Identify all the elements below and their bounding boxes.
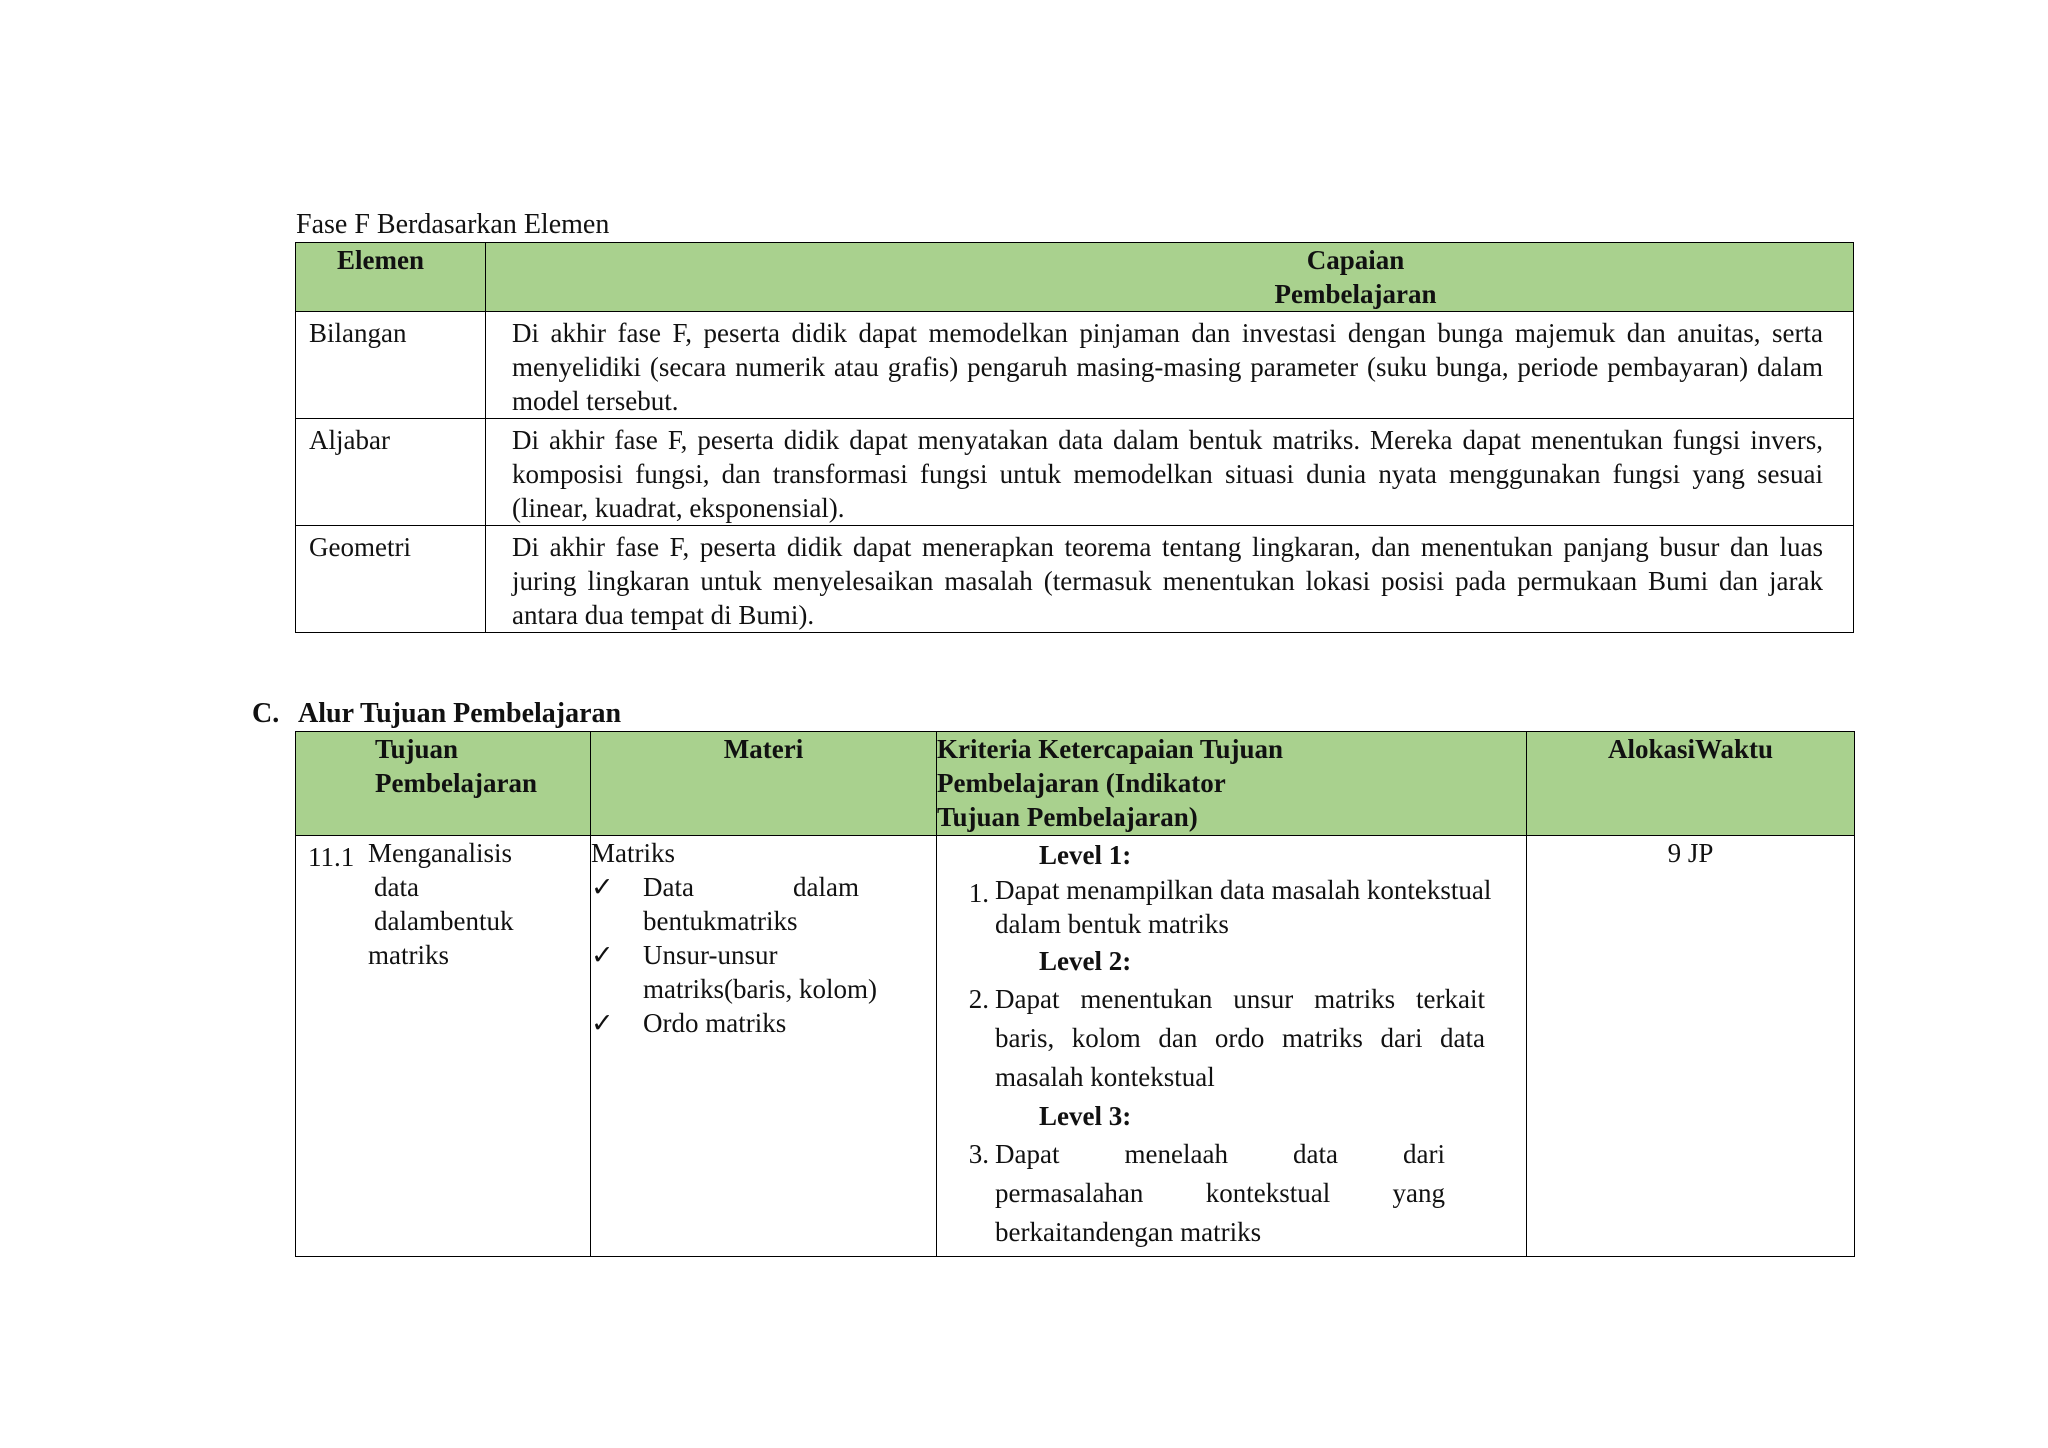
kriteria-cell	[937, 836, 1527, 1257]
list-item: 3. Dapat menelaah data dari permasalahan kontekstual yang berkaitandengan matriks	[968, 1139, 1445, 1247]
materi-title: Matriks	[591, 838, 675, 868]
level-label: Level 2:	[1039, 946, 1132, 976]
table-row	[296, 419, 1854, 526]
list-item: ✓ Data dalam bentukmatriks	[591, 872, 859, 936]
tujuan-text: Menganalisis data dalambentuk matriks	[368, 838, 514, 970]
header-capaian: Capaian Pembelajaran	[486, 243, 1854, 312]
table-row	[296, 312, 1854, 419]
check-icon: ✓	[591, 940, 614, 970]
tujuan-cell	[296, 836, 591, 1257]
table1-caption: Fase F Berdasarkan Elemen	[296, 209, 610, 240]
table-row	[296, 526, 1854, 633]
check-icon: ✓	[591, 872, 614, 902]
list-item: 2. Dapat menentukan unsur matriks terkait baris, kolom dan ordo matriks dari data masalah kontekstual	[968, 984, 1485, 1092]
header-alokasi: AlokasiWaktu	[1527, 732, 1855, 836]
level-label: Level 1:	[1039, 840, 1132, 870]
section-heading	[252, 697, 621, 731]
alokasi-cell: 9 JP	[1527, 836, 1855, 1257]
capaian-table-header	[296, 243, 1854, 312]
list-item: ✓ Unsur-unsur matriks(baris, kolom)	[591, 940, 877, 1004]
table-row	[296, 836, 1855, 1257]
list-item: 1. Dapat menampilkan data masalah kontekstual dalam bentuk matriks	[968, 875, 1492, 939]
element-name: Aljabar	[296, 419, 486, 526]
materi-cell	[591, 836, 937, 1257]
header-materi: Materi	[591, 732, 937, 836]
capaian-table	[295, 242, 1854, 633]
header-elemen: Elemen	[296, 243, 486, 312]
element-name: Geometri	[296, 526, 486, 633]
level-label: Level 3:	[1039, 1101, 1132, 1131]
header-tujuan: Tujuan Pembelajaran	[296, 732, 591, 836]
section-letter: C.	[252, 698, 280, 729]
element-name: Bilangan	[296, 312, 486, 419]
check-icon: ✓	[591, 1008, 614, 1038]
capaian-text: Di akhir fase F, peserta didik dapat memodelkan pinjaman dan investasi dengan bunga majemuk dan anuitas, serta menyelidiki (secara numerik atau grafis) pengaruh masing-masing parameter (suku bunga, periode pembayaran) dalam model tersebut.	[486, 312, 1854, 419]
alur-table-header	[296, 732, 1855, 836]
header-kriteria: Kriteria Ketercapaian Tujuan Pembelajaran (Indikator Tujuan Pembelajaran)	[937, 732, 1527, 836]
capaian-text: Di akhir fase F, peserta didik dapat menerapkan teorema tentang lingkaran, dan menentukan panjang busur dan luas juring lingkaran untuk menyelesaikan masalah (termasuk menentukan lokasi posisi pada permukaan Bumi dan jarak antara dua tempat di Bumi).	[486, 526, 1854, 633]
list-item: ✓ Ordo matriks	[591, 1008, 787, 1038]
section-title: Alur Tujuan Pembelajaran	[298, 698, 622, 729]
alur-tujuan-table	[295, 731, 1855, 1257]
capaian-text: Di akhir fase F, peserta didik dapat menyatakan data dalam bentuk matriks. Mereka dapat menentukan fungsi invers, komposisi fungsi, dan transformasi fungsi untuk memodelkan situasi dunia nyata menggunakan fungsi yang sesuai (linear, kuadrat, eksponensial).	[486, 419, 1854, 526]
tujuan-number: 11.1	[308, 842, 355, 872]
